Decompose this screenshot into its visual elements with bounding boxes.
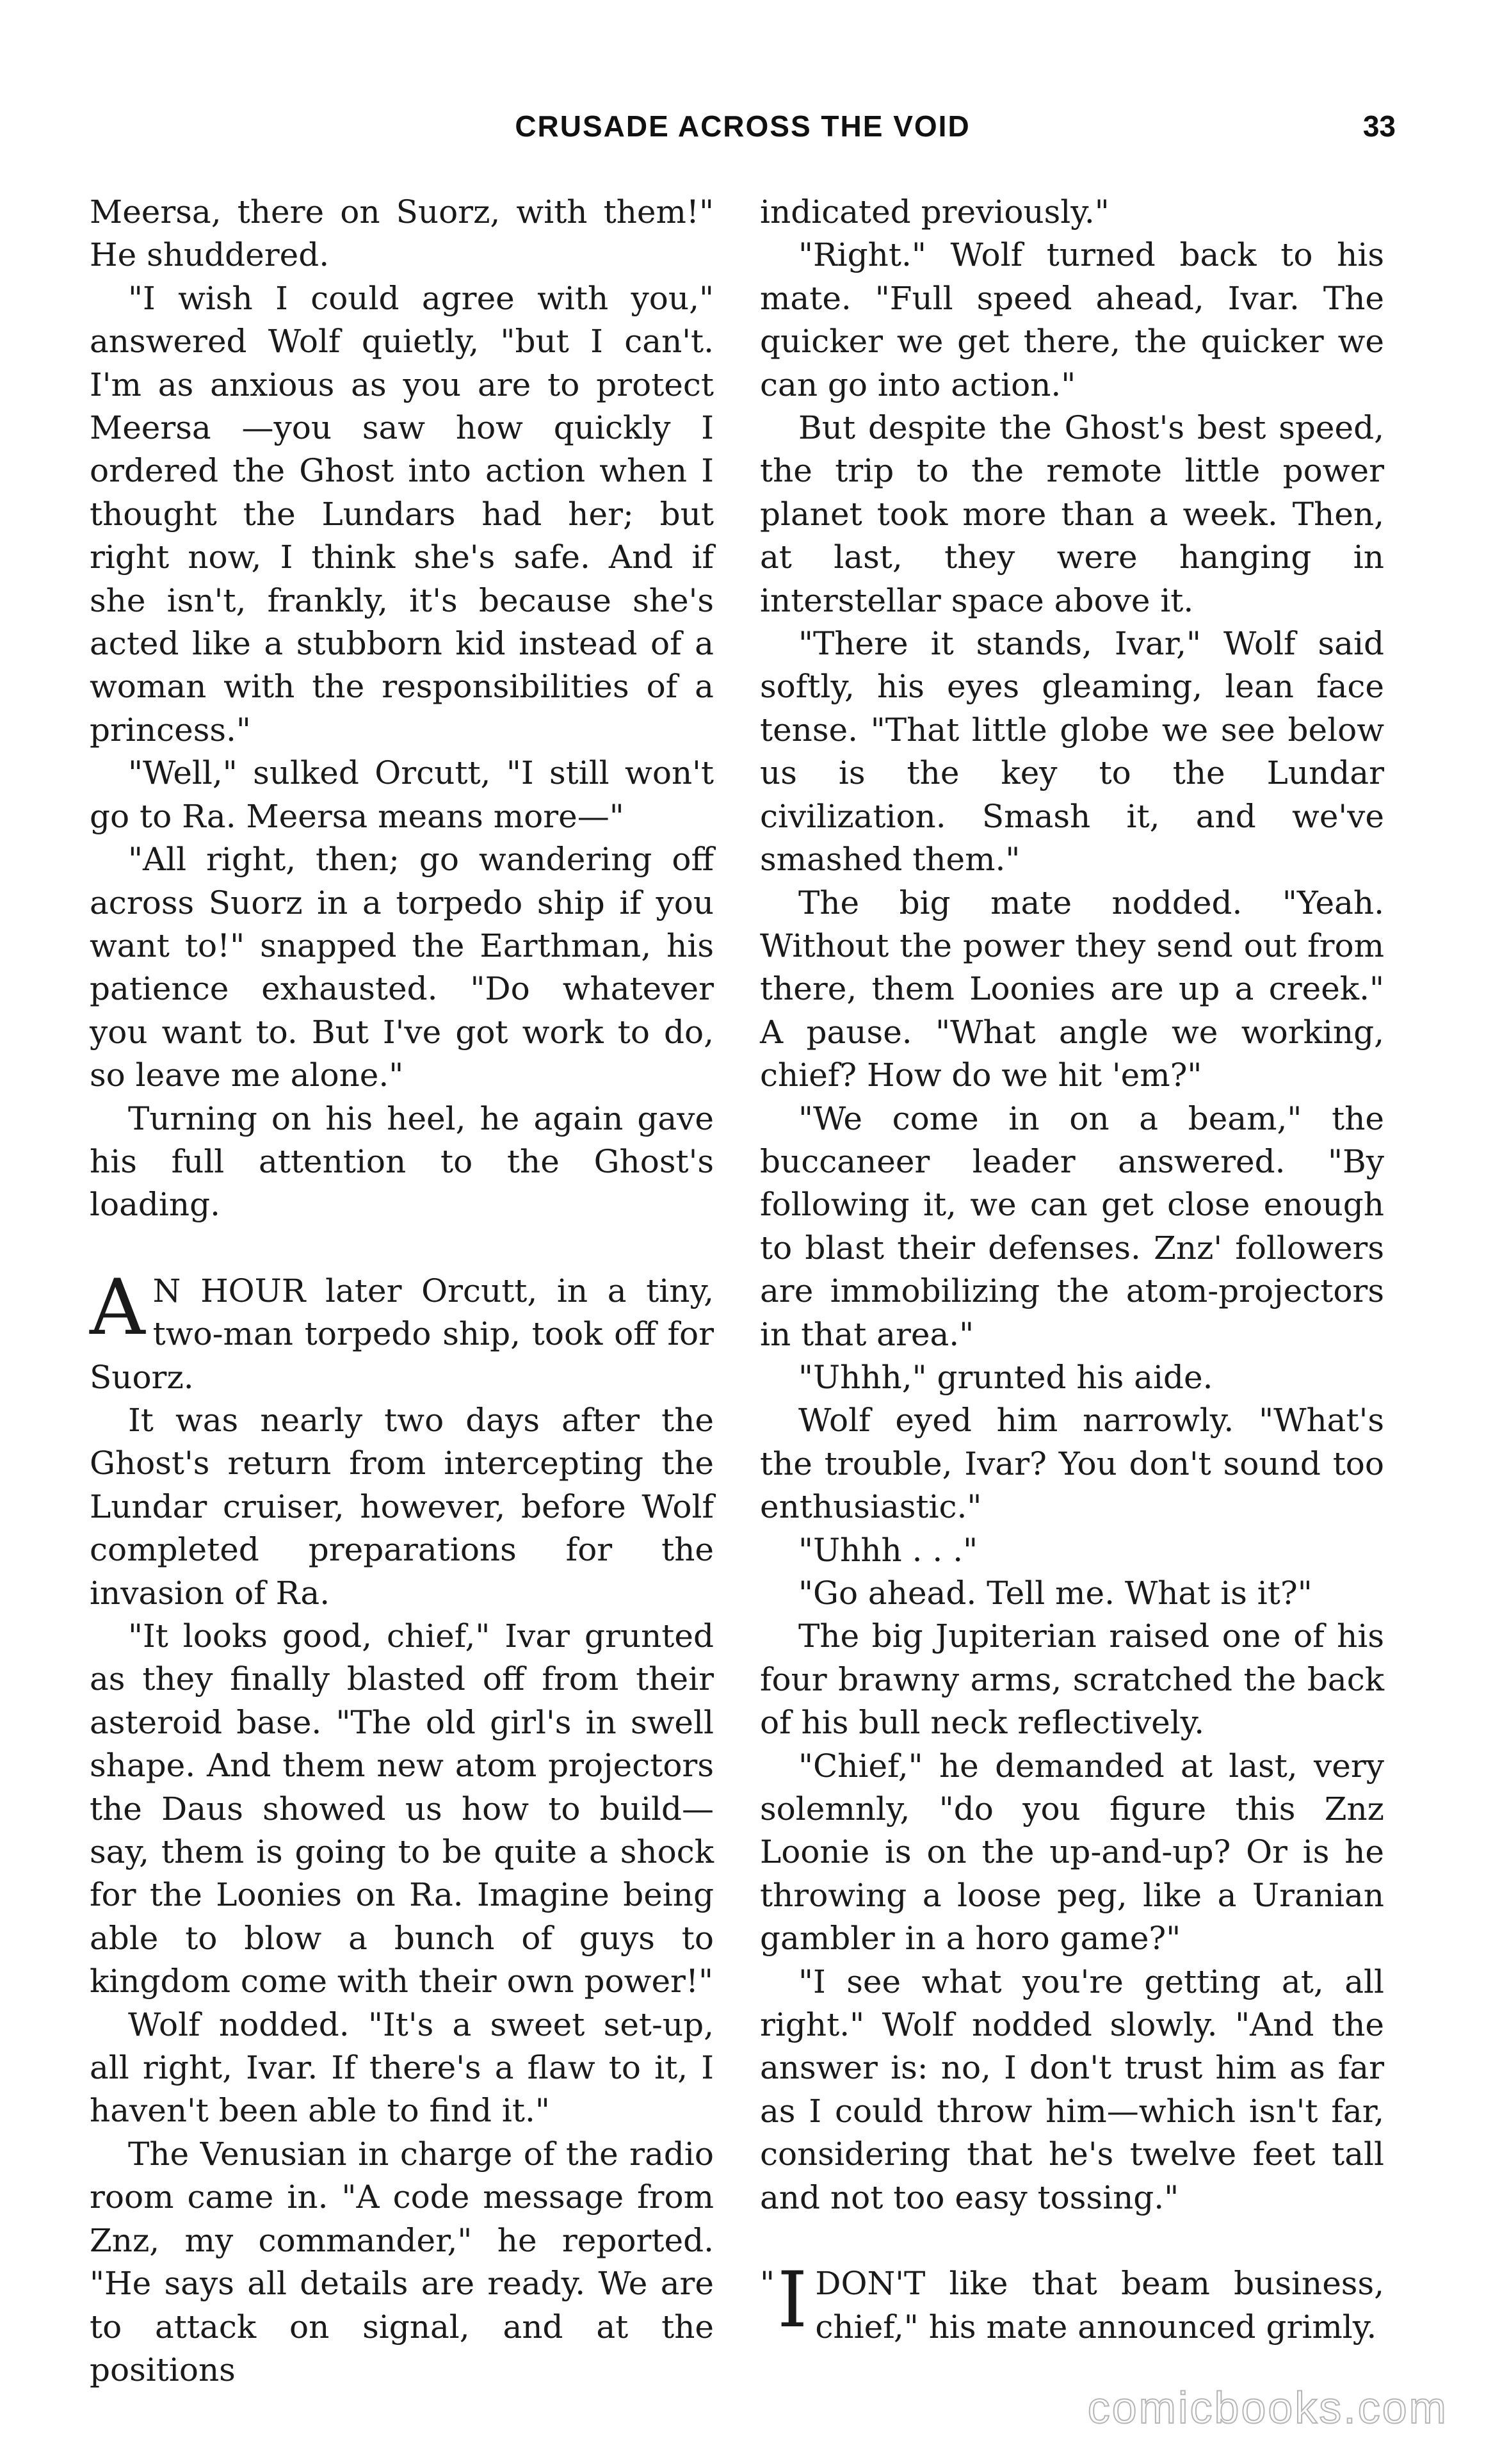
left-column: [90, 191, 714, 2392]
paragraph: "Chief," he demanded at last, very solemnly, "do you figure this Znz Loonie is on the up-and-up? Or is he throwing a loose peg, like a Uranian gambler in a horo game?": [760, 1747, 1384, 1957]
paragraph: The big Jupiterian raised one of his four brawny arms, scratched the back of his bull neck reflectively.: [760, 1617, 1384, 1742]
drop-quote: ": [760, 2265, 775, 2303]
paragraph: "Right." Wolf turned back to his mate. "Full speed ahead, Ivar. The quicker we get there, the quicker we can go into action.": [760, 236, 1384, 403]
right-column: [760, 191, 1384, 2349]
paragraph: "Uhhh," grunted his aide.: [798, 1358, 1213, 1396]
drop-cap: A: [90, 1263, 145, 1352]
paragraph: The big mate nodded. "Yeah. Without the power they send out from there, them Loonies are up a creek." A pause. "What angle we working, chief? How do we hit 'em?": [760, 884, 1384, 1094]
paragraph: "I see what you're getting at, all right." Wolf nodded slowly. "And the answer is: no, I don't trust him as far as I could throw him—which isn't far, considering that he's twelve feet tall and not too easy tossing.": [760, 1963, 1384, 2216]
paragraph: Meersa, there on Suorz, with them!" He shuddered.: [90, 193, 714, 274]
paragraph: "Go ahead. Tell me. What is it?": [798, 1575, 1312, 1612]
paragraph: "I wish I could agree with you," answered Wolf quietly, "but I can't. I'm as anxious as you are to protect Meersa —you saw how quickly I ordered the Ghost into action when I thought the Lundars had her; but right now, I think she's safe. And if she isn't, frankly, it's because she's acted like a stubborn kid instead of a woman with the responsibilities of a princess.": [90, 279, 714, 749]
page-number: 33: [1362, 109, 1396, 143]
section-opening-paragraph: [760, 2256, 1384, 2349]
running-title: CRUSADE ACROSS THE VOID: [515, 109, 971, 143]
watermark: comicbooks.com: [1087, 2383, 1448, 2433]
paragraph: Turning on his heel, he again gave his full attention to the Ghost's loading.: [90, 1099, 714, 1224]
section-opening-paragraph: [90, 1263, 714, 1399]
paragraph-text: DON'T like that beam business, chief," his mate announced grimly.: [815, 2265, 1384, 2346]
paragraph: indicated previously.": [760, 193, 1110, 231]
paragraph-text: N HOUR later Orcutt, in a tiny, two-man torpedo ship, took off for Suorz.: [90, 1272, 714, 1396]
drop-cap: I: [777, 2256, 808, 2346]
paragraph: But despite the Ghost's best speed, the trip to the remote little power planet took more than a week. Then, at last, they were hanging in interstellar space above it.: [760, 409, 1384, 619]
paragraph: "There it stands, Ivar," Wolf said softly, his eyes gleaming, lean face tense. "That little globe we see below us is the key to the Lundar civilization. Smash it, and we've smashed them.": [760, 625, 1384, 879]
paragraph: "We come in on a beam," the buccaneer leader answered. "By following it, we can get close enough to blast their defenses. Znz' followers are immobilizing the atom-projectors in that area.": [760, 1099, 1384, 1353]
paragraph: Wolf eyed him narrowly. "What's the trouble, Ivar? You don't sound too enthusiastic.": [760, 1402, 1384, 1526]
paragraph: Wolf nodded. "It's a sweet set-up, all right, Ivar. If there's a flaw to it, I haven't been able to find it.": [90, 2006, 714, 2130]
paragraph: The Venusian in charge of the radio room came in. "A code message from Znz, my commander," he reported. "He says all details are ready. We are to attack on signal, and at the positions: [90, 2135, 714, 2388]
paragraph: "Well," sulked Orcutt, "I still won't go to Ra. Meersa means more—": [90, 754, 714, 835]
paragraph: "Uhhh . . .": [798, 1531, 978, 1569]
paragraph: It was nearly two days after the Ghost's return from intercepting the Lundar cruiser, however, before Wolf completed preparations for the invasion of Ra.: [90, 1401, 714, 1612]
paragraph: "All right, then; go wandering off across Suorz in a torpedo ship if you want to!" snapped the Earthman, his patience exhausted. "Do whatever you want to. But I've got work to do, so leave me alone.": [90, 841, 714, 1094]
page-header: [90, 109, 1396, 160]
paragraph: "It looks good, chief," Ivar grunted as they finally blasted off from their asteroid base. "The old girl's in swell shape. And them new atom projectors the Daus showed us how to build—say, them is going to be quite a shock for the Loonies on Ra. Imagine being able to blow a bunch of guys to kingdom come with their own power!": [90, 1617, 714, 2000]
